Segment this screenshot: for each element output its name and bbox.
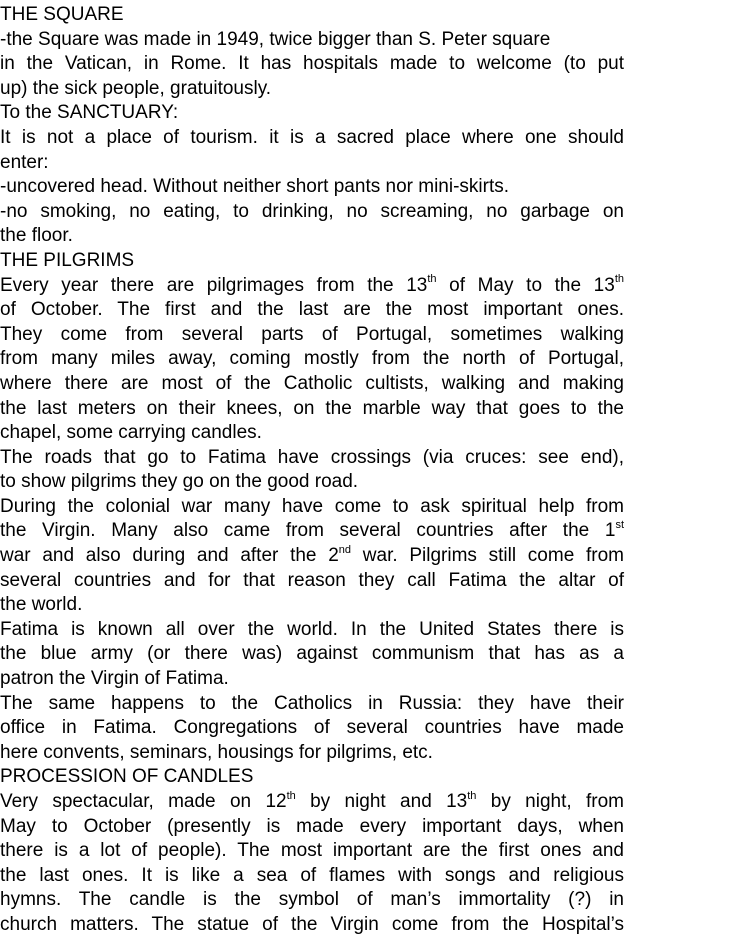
superscript: th — [286, 789, 296, 802]
text-run: chapel, some carrying candles. — [0, 422, 262, 444]
text-line — [0, 298, 624, 323]
superscript: nd — [338, 543, 352, 556]
text-line — [0, 519, 624, 544]
text-line — [0, 815, 624, 840]
text-line — [0, 151, 624, 176]
text-run: Every year there are pilgrimages from the 13 — [0, 274, 428, 296]
text-run: PROCESSION OF CANDLES — [0, 766, 254, 788]
text-run: Fatima is known all over the world. In the United States there is — [0, 618, 624, 640]
text-line — [0, 126, 624, 151]
text-run: church matters. The statue of the Virgin come from the Hospital’s — [0, 913, 624, 935]
superscript: st — [615, 519, 624, 532]
text-run: several countries and for that reason they call Fatima the altar of — [0, 569, 624, 591]
text-line — [0, 347, 624, 372]
text-line — [0, 470, 624, 495]
text-run: It is not a place of tourism. it is a sacred place where one should — [0, 126, 624, 148]
text-line — [0, 101, 624, 126]
text-body — [0, 3, 624, 936]
text-run: enter: — [0, 151, 49, 173]
superscript: th — [427, 273, 437, 286]
text-run: of October. The first and the last are the most important ones. — [0, 299, 624, 321]
text-run: war and also during and after the 2 — [0, 545, 339, 567]
text-line — [0, 593, 624, 618]
text-line — [0, 372, 624, 397]
text-line — [0, 544, 624, 569]
text-run: the blue army (or there was) against communism that has as a — [0, 643, 624, 665]
text-line — [0, 200, 624, 225]
text-line — [0, 569, 624, 594]
text-run: the Virgin. Many also came from several countries after the 1 — [0, 520, 616, 542]
text-run: patron the Virgin of Fatima. — [0, 668, 229, 690]
text-line — [0, 913, 624, 936]
text-run: During the colonial war many have come to ask spiritual help from — [0, 495, 624, 517]
text-line — [0, 765, 624, 790]
text-run: -the Square was made in 1949, twice bigger than S. Peter square — [0, 28, 551, 50]
superscript: th — [614, 273, 625, 286]
text-run: of May to the 13 — [436, 274, 615, 296]
text-line — [0, 642, 624, 667]
text-line — [0, 741, 624, 766]
text-run: hymns. The candle is the symbol of man’s immortality (?) in — [0, 889, 624, 911]
text-run: to show pilgrims they go on the good road. — [0, 471, 359, 493]
text-run: the floor. — [0, 225, 73, 247]
text-line — [0, 495, 624, 520]
text-run: by night, from — [476, 791, 624, 812]
text-run: The same happens to the Catholics in Russia: they have their — [0, 692, 624, 714]
text-run: office in Fatima. Congregations of several countries have made — [0, 717, 624, 739]
text-line — [0, 274, 624, 299]
text-line — [0, 692, 624, 717]
text-run: The roads that go to Fatima have crossings (via cruces: see end), — [0, 446, 624, 468]
text-run: in the Vatican, in Rome. It has hospitals made to welcome (to put — [0, 53, 624, 75]
text-line — [0, 28, 624, 53]
text-line — [0, 397, 624, 422]
superscript: th — [467, 789, 477, 802]
text-run: -no smoking, no eating, to drinking, no screaming, no garbage on — [0, 200, 624, 222]
text-line — [0, 421, 624, 446]
text-run: the world. — [0, 594, 83, 616]
text-line — [0, 52, 624, 77]
text-line — [0, 618, 624, 643]
text-run: war. Pilgrims still come from — [351, 545, 625, 567]
text-line — [0, 888, 624, 913]
text-line — [0, 446, 624, 471]
text-run: here convents, seminars, housings for pilgrims, etc. — [0, 741, 433, 763]
text-line — [0, 790, 624, 815]
text-run: the last ones. It is like a sea of flames with songs and religious — [0, 864, 624, 886]
text-line — [0, 249, 624, 274]
text-run: there is a lot of people). The most important are the first ones and — [0, 840, 624, 862]
text-line — [0, 224, 624, 249]
text-run: up) the sick people, gratuitously. — [0, 77, 272, 99]
text-run: THE SQUARE — [0, 4, 124, 25]
text-run: from many miles away, coming mostly from the north of Portugal, — [0, 348, 624, 370]
text-run: May to October (presently is made every important days, when — [0, 815, 624, 837]
text-line — [0, 864, 624, 889]
text-run: Very spectacular, made on 12 — [0, 791, 287, 812]
text-run: by night and 13 — [295, 791, 468, 812]
text-run: where there are most of the Catholic cultists, walking and making — [0, 372, 624, 394]
text-line — [0, 175, 624, 200]
text-run: THE PILGRIMS — [0, 249, 135, 271]
text-run: They come from several parts of Portugal, sometimes walking — [0, 323, 624, 345]
text-line — [0, 716, 624, 741]
text-run: -uncovered head. Without neither short pants nor mini-skirts. — [0, 176, 510, 198]
text-run: the last meters on their knees, on the marble way that goes to the — [0, 397, 624, 419]
text-line — [0, 667, 624, 692]
text-line — [0, 77, 624, 102]
text-line — [0, 839, 624, 864]
text-run: To the SANCTUARY: — [0, 102, 179, 124]
text-line — [0, 3, 624, 28]
text-line — [0, 323, 624, 348]
